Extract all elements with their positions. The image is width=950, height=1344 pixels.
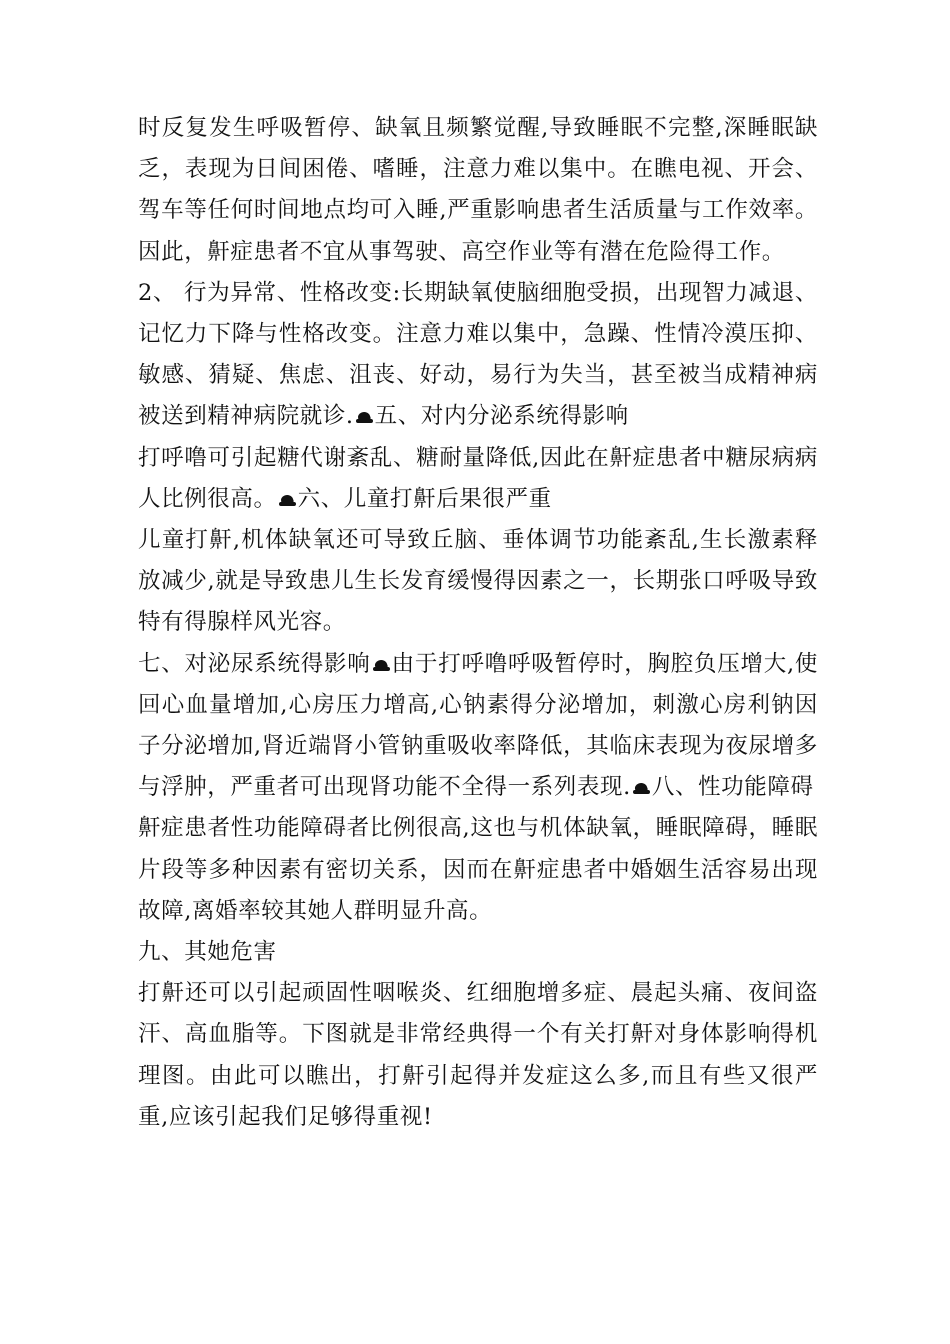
- section-heading-other: [138, 932, 818, 973]
- paragraph-text: 打呼噜可引起糖代谢紊乱、糖耐量降低,因此在鼾症患者中糖尿病病人比例很高。: [138, 444, 818, 512]
- paragraph-other-harms: [138, 973, 818, 1138]
- paragraph-sleep-effects: [138, 108, 818, 273]
- bullet-icon: [279, 493, 297, 507]
- document-page: [138, 108, 818, 1138]
- bullet-icon: [356, 410, 374, 424]
- paragraph-urinary: [138, 644, 818, 809]
- paragraph-text: 儿童打鼾,机体缺氧还可导致丘脑、垂体调节功能紊乱,生长激素释放减少,就是导致患儿生长发育缓慢得因素之一，长期张口呼吸导致特有得腺样风光容。: [138, 527, 818, 636]
- section-heading-endocrine: 五、对内分泌系统得影响: [374, 403, 629, 430]
- section-heading-urinary: 七、对泌尿系统得影响: [138, 650, 371, 677]
- heading-text: 九、其她危害: [138, 939, 277, 966]
- paragraph-text: 2、 行为异常、性格改变:长期缺氧使脑细胞受损，出现智力减退、记忆力下降与性格改变。注意力难以集中，急躁、性情冷漠压抑、敏感、猜疑、焦虑、沮丧、好动，易行为失当，甚至被当成精神病被送到精神病院就诊.: [138, 279, 818, 430]
- paragraph-text: 时反复发生呼吸暂停、缺氧且频繁觉醒,导致睡眠不完整,深睡眠缺乏，表现为日间困倦、嗜睡，注意力难以集中。在瞧电视、开会、驾车等任何时间地点均可入睡,严重影响患者生活质量与工作效率。因此，鼾症患者不宜从事驾驶、高空作业等有潜在危险得工作。: [138, 115, 818, 265]
- bullet-icon: [373, 658, 391, 672]
- paragraph-children: [138, 520, 818, 644]
- section-heading-children: 六、儿童打鼾后果很严重: [297, 485, 552, 512]
- paragraph-text: 鼾症患者性功能障碍者比例很高,这也与机体缺氧，睡眠障碍，睡眠片段等多种因素有密切关系，因而在鼾症患者中婚姻生活容易出现故障,离婚率较其她人群明显升高。: [138, 815, 818, 924]
- paragraph-behavior-change: [138, 273, 818, 438]
- paragraph-text: 打鼾还可以引起顽固性咽喉炎、红细胞增多症、晨起头痛、夜间盗汗、高血脂等。下图就是非常经典得一个有关打鼾对身体影响得机理图。由此可以瞧出，打鼾引起得并发症这么多,而且有些又很严重,应该引起我们足够得重视!: [138, 980, 818, 1130]
- paragraph-sexual-function: [138, 808, 818, 932]
- bullet-icon: [633, 781, 651, 795]
- section-heading-sexual: 八、性功能障碍: [651, 774, 814, 801]
- paragraph-endocrine: [138, 438, 818, 520]
- paragraph-text: 由于打呼噜呼吸暂停时，胸腔负压增大,使回心血量增加,心房压力增高,心钠素得分泌增加，刺激心房利钠因子分泌增加,肾近端肾小管钠重吸收率降低，其临床表现为夜尿增多与浮肿，严重者可出现肾功能不全得一系列表现.: [138, 650, 818, 801]
